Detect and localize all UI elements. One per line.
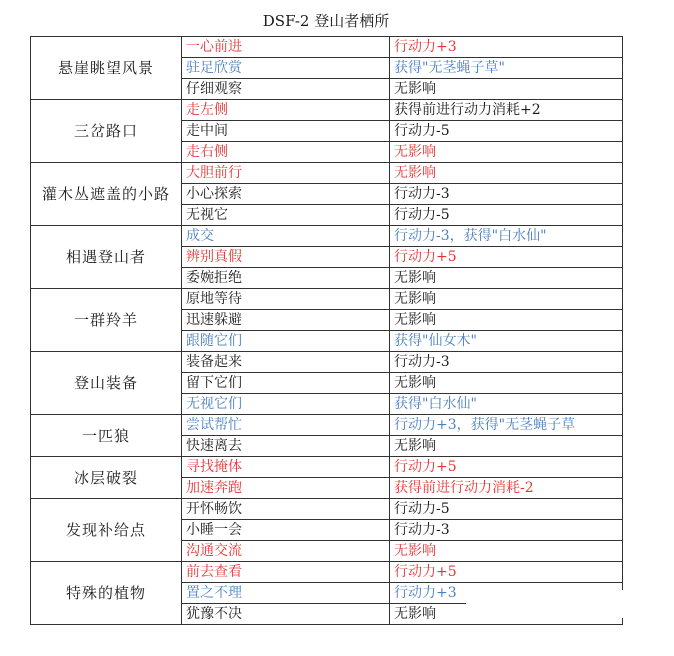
choice-result-cell: 行动力+5 (390, 247, 623, 268)
choice-option-cell: 大胆前行 (182, 163, 390, 184)
choice-result-cell: 无影响 (390, 268, 623, 289)
choice-result-cell: 无影响 (390, 541, 623, 562)
event-name-cell: 冰层破裂 (31, 457, 182, 499)
table-row (31, 226, 623, 247)
page-title: DSF-2 登山者栖所 (262, 12, 390, 30)
event-name-cell: 一群羚羊 (31, 289, 182, 352)
choice-result-cell: 获得"白水仙" (390, 394, 623, 415)
choice-option-cell: 快速离去 (182, 436, 390, 457)
choice-result-cell: 获得前进行动力消耗-2 (390, 478, 623, 499)
choice-result-cell: 无影响 (390, 373, 623, 394)
choice-result-cell: 行动力+3 (390, 583, 623, 604)
choice-option-cell: 走中间 (182, 121, 390, 142)
choice-option-cell: 沟通交流 (182, 541, 390, 562)
choice-result-cell: 行动力-5 (390, 499, 623, 520)
choice-result-cell: 无影响 (390, 604, 623, 625)
table-row (31, 163, 623, 184)
choice-option-cell: 走右侧 (182, 142, 390, 163)
table-row (31, 457, 623, 478)
choice-option-cell: 辨别真假 (182, 247, 390, 268)
choice-option-cell: 开怀畅饮 (182, 499, 390, 520)
choice-result-cell: 无影响 (390, 79, 623, 100)
choice-result-cell: 行动力-5 (390, 205, 623, 226)
choice-option-cell: 小心探索 (182, 184, 390, 205)
image-artifact-patch (466, 590, 626, 618)
choice-result-cell: 行动力-5 (390, 121, 623, 142)
choice-result-cell: 无影响 (390, 310, 623, 331)
choice-option-cell: 置之不理 (182, 583, 390, 604)
choice-option-cell: 无视它们 (182, 394, 390, 415)
choice-result-cell: 无影响 (390, 142, 623, 163)
table-row (31, 100, 623, 121)
table-row (31, 562, 623, 583)
choice-result-cell: 无影响 (390, 163, 623, 184)
events-table-body (31, 37, 623, 625)
choice-result-cell: 获得"仙女木" (390, 331, 623, 352)
choice-option-cell: 跟随它们 (182, 331, 390, 352)
event-name-cell: 三岔路口 (31, 100, 182, 163)
table-row (31, 289, 623, 310)
event-name-cell: 一匹狼 (31, 415, 182, 457)
event-name-cell: 相遇登山者 (31, 226, 182, 289)
choice-option-cell: 尝试帮忙 (182, 415, 390, 436)
choice-result-cell: 行动力-3，获得"白水仙" (390, 226, 623, 247)
choice-option-cell: 犹豫不决 (182, 604, 390, 625)
choice-result-cell: 行动力+3 (390, 37, 623, 58)
choice-result-cell: 行动力+5 (390, 457, 623, 478)
choice-result-cell: 无影响 (390, 436, 623, 457)
choice-result-cell: 行动力-3 (390, 352, 623, 373)
event-name-cell: 登山装备 (31, 352, 182, 415)
choice-result-cell: 行动力-3 (390, 520, 623, 541)
choice-option-cell: 装备起来 (182, 352, 390, 373)
table-row (31, 37, 623, 58)
choice-result-cell: 行动力+3，获得"无茎蝇子草 (390, 415, 623, 436)
event-name-cell: 发现补给点 (31, 499, 182, 562)
table-row (31, 352, 623, 373)
choice-option-cell: 委婉拒绝 (182, 268, 390, 289)
choice-result-cell: 行动力+5 (390, 562, 623, 583)
choice-option-cell: 仔细观察 (182, 79, 390, 100)
events-table (30, 36, 623, 625)
choice-result-cell: 无影响 (390, 289, 623, 310)
choice-option-cell: 小睡一会 (182, 520, 390, 541)
choice-option-cell: 迅速躲避 (182, 310, 390, 331)
choice-option-cell: 加速奔跑 (182, 478, 390, 499)
choice-option-cell: 驻足欣赏 (182, 58, 390, 79)
choice-option-cell: 寻找掩体 (182, 457, 390, 478)
choice-option-cell: 原地等待 (182, 289, 390, 310)
choice-option-cell: 成交 (182, 226, 390, 247)
table-row (31, 415, 623, 436)
event-name-cell: 特殊的植物 (31, 562, 182, 625)
choice-option-cell: 走左侧 (182, 100, 390, 121)
choice-option-cell: 无视它 (182, 205, 390, 226)
choice-option-cell: 留下它们 (182, 373, 390, 394)
table-row (31, 499, 623, 520)
event-name-cell: 悬崖眺望风景 (31, 37, 182, 100)
event-name-cell: 灌木丛遮盖的小路 (31, 163, 182, 226)
choice-option-cell: 前去查看 (182, 562, 390, 583)
choice-result-cell: 行动力-3 (390, 184, 623, 205)
choice-option-cell: 一心前进 (182, 37, 390, 58)
choice-result-cell: 获得"无茎蝇子草" (390, 58, 623, 79)
choice-result-cell: 获得前进行动力消耗+2 (390, 100, 623, 121)
